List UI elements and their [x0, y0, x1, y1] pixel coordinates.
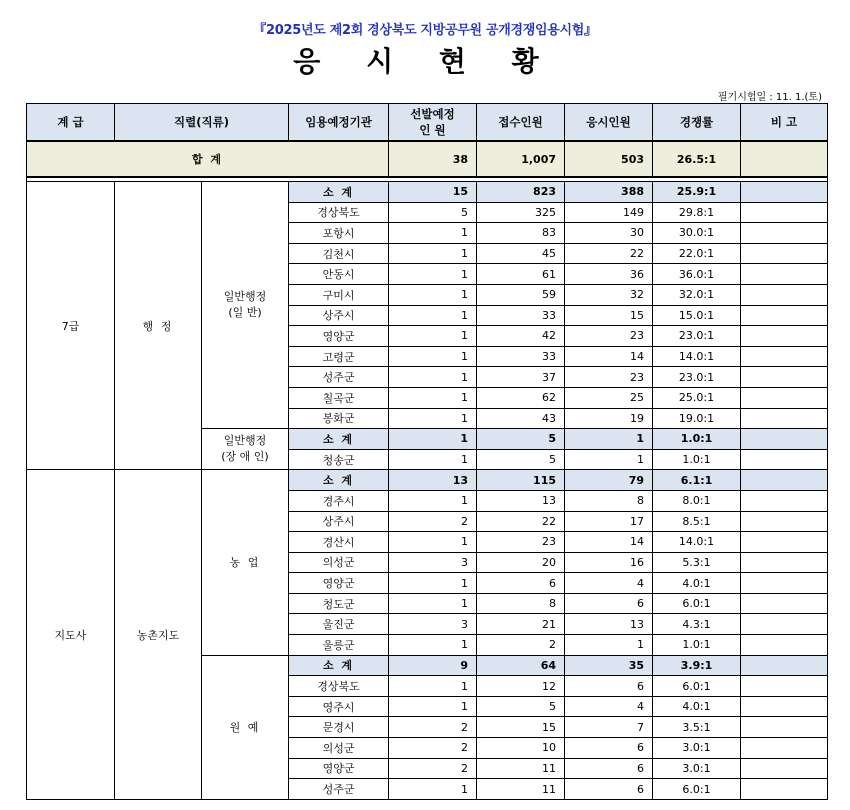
cell-agency: 영양군 [289, 758, 389, 779]
cell-applicants: 11 [477, 779, 565, 800]
cell-takers: 149 [565, 202, 653, 223]
cell-quota: 1 [389, 593, 477, 614]
cell-ratio: 23.0:1 [653, 367, 741, 388]
cell-remarks [741, 779, 828, 800]
cell-quota: 1 [389, 779, 477, 800]
cell-ratio: 5.3:1 [653, 552, 741, 573]
col-takers: 응시인원 [565, 104, 653, 142]
cell-applicants: 13 [477, 490, 565, 511]
cell-remarks [741, 284, 828, 305]
cell-ratio: 32.0:1 [653, 284, 741, 305]
cell-applicants: 45 [477, 243, 565, 264]
cell-remarks [741, 614, 828, 635]
cell-applicants: 62 [477, 387, 565, 408]
cell-quota: 1 [389, 264, 477, 285]
cell-ratio: 14.0:1 [653, 532, 741, 553]
cell-applicants: 325 [477, 202, 565, 223]
cell-agency: 성주군 [289, 367, 389, 388]
cell-applicants: 2 [477, 635, 565, 656]
cell-applicants: 23 [477, 532, 565, 553]
cell-agency: 영주시 [289, 696, 389, 717]
col-quota [389, 104, 477, 142]
cell-ratio: 1.0:1 [653, 429, 741, 450]
cell-ratio: 29.8:1 [653, 202, 741, 223]
cell-quota: 1 [389, 676, 477, 697]
cell-quota: 1 [389, 367, 477, 388]
cell-ratio: 3.0:1 [653, 758, 741, 779]
cell-takers: 32 [565, 284, 653, 305]
cell-agency: 소 계 [289, 182, 389, 203]
cell-applicants: 10 [477, 738, 565, 759]
cell-quota: 1 [389, 387, 477, 408]
cell-takers: 23 [565, 367, 653, 388]
cell-ratio: 4.0:1 [653, 573, 741, 594]
subgroup-disabled [202, 429, 289, 470]
col-grade: 계 급 [27, 104, 115, 142]
cell-remarks [741, 676, 828, 697]
cell-takers: 17 [565, 511, 653, 532]
cell-remarks [741, 573, 828, 594]
total-remarks [741, 141, 828, 177]
cell-remarks [741, 655, 828, 676]
cell-applicants: 43 [477, 408, 565, 429]
cell-applicants: 64 [477, 655, 565, 676]
col-quota-line2: 인 원 [419, 123, 446, 137]
cell-applicants: 823 [477, 182, 565, 203]
total-row [27, 141, 828, 177]
cell-agency: 경상북도 [289, 676, 389, 697]
cell-quota: 3 [389, 614, 477, 635]
cell-remarks [741, 470, 828, 491]
cell-remarks [741, 490, 828, 511]
col-ratio: 경쟁률 [653, 104, 741, 142]
col-agency: 임용예정기관 [289, 104, 389, 142]
cell-agency: 울진군 [289, 614, 389, 635]
cell-takers: 14 [565, 346, 653, 367]
total-ratio: 26.5:1 [653, 141, 741, 177]
cell-ratio: 36.0:1 [653, 264, 741, 285]
cell-agency: 소 계 [289, 470, 389, 491]
cell-quota: 2 [389, 717, 477, 738]
col-remarks: 비 고 [741, 104, 828, 142]
col-applicants: 접수인원 [477, 104, 565, 142]
cell-remarks [741, 243, 828, 264]
cell-quota: 1 [389, 696, 477, 717]
cell-takers: 23 [565, 326, 653, 347]
cell-takers: 6 [565, 779, 653, 800]
cell-remarks [741, 717, 828, 738]
cell-quota: 13 [389, 470, 477, 491]
cell-quota: 2 [389, 738, 477, 759]
cell-quota: 1 [389, 449, 477, 470]
cell-applicants: 15 [477, 717, 565, 738]
cell-applicants: 22 [477, 511, 565, 532]
cell-takers: 1 [565, 429, 653, 450]
cell-agency: 포항시 [289, 223, 389, 244]
cell-takers: 1 [565, 449, 653, 470]
cell-agency: 김천시 [289, 243, 389, 264]
cell-remarks [741, 408, 828, 429]
cell-applicants: 37 [477, 367, 565, 388]
cell-quota: 15 [389, 182, 477, 203]
cell-quota: 1 [389, 326, 477, 347]
cell-agency: 영양군 [289, 326, 389, 347]
cell-remarks [741, 264, 828, 285]
cell-takers: 36 [565, 264, 653, 285]
subgroup-general-line2: (일 반) [228, 306, 262, 320]
cell-quota: 1 [389, 305, 477, 326]
cell-takers: 8 [565, 490, 653, 511]
total-takers: 503 [565, 141, 653, 177]
cell-remarks [741, 738, 828, 759]
cell-takers: 388 [565, 182, 653, 203]
cell-quota: 1 [389, 346, 477, 367]
cell-quota: 5 [389, 202, 477, 223]
cell-remarks [741, 202, 828, 223]
cell-remarks [741, 593, 828, 614]
cell-applicants: 5 [477, 429, 565, 450]
cell-agency: 청송군 [289, 449, 389, 470]
table-body [27, 141, 828, 799]
cell-applicants: 61 [477, 264, 565, 285]
cell-remarks [741, 696, 828, 717]
cell-applicants: 11 [477, 758, 565, 779]
cell-ratio: 15.0:1 [653, 305, 741, 326]
cell-quota: 9 [389, 655, 477, 676]
cell-quota: 1 [389, 635, 477, 656]
cell-ratio: 22.0:1 [653, 243, 741, 264]
subgroup-agri: 농 업 [202, 470, 289, 655]
cell-quota: 1 [389, 223, 477, 244]
cell-agency: 소 계 [289, 429, 389, 450]
cell-takers: 19 [565, 408, 653, 429]
cell-quota: 1 [389, 243, 477, 264]
cell-remarks [741, 387, 828, 408]
cell-takers: 1 [565, 635, 653, 656]
subgroup-general-line1: 일반행정 [223, 290, 267, 304]
cell-applicants: 8 [477, 593, 565, 614]
header-row [27, 104, 828, 142]
cell-ratio: 6.1:1 [653, 470, 741, 491]
cell-agency: 경산시 [289, 532, 389, 553]
cell-agency: 의성군 [289, 552, 389, 573]
cell-takers: 7 [565, 717, 653, 738]
cell-quota: 1 [389, 284, 477, 305]
cell-applicants: 33 [477, 346, 565, 367]
col-job: 직렬(직류) [115, 104, 289, 142]
cell-takers: 13 [565, 614, 653, 635]
cell-takers: 6 [565, 676, 653, 697]
total-quota: 38 [389, 141, 477, 177]
cell-agency: 영양군 [289, 573, 389, 594]
exam-subtitle: 『2025년도 제2회 경상북도 지방공무원 공개경쟁임용시험』 [253, 23, 597, 38]
cell-agency: 소 계 [289, 655, 389, 676]
cell-ratio: 25.0:1 [653, 387, 741, 408]
col-quota-line1: 선발예정 [410, 107, 455, 121]
cell-quota: 1 [389, 490, 477, 511]
cell-agency: 상주시 [289, 305, 389, 326]
cell-remarks [741, 511, 828, 532]
cell-agency: 경주시 [289, 490, 389, 511]
cell-quota: 1 [389, 429, 477, 450]
cell-ratio: 23.0:1 [653, 326, 741, 347]
subgroup-disabled-line1: 일반행정 [223, 434, 267, 448]
cell-quota: 2 [389, 758, 477, 779]
cell-quota: 1 [389, 573, 477, 594]
cell-takers: 4 [565, 573, 653, 594]
cell-takers: 14 [565, 532, 653, 553]
cell-remarks [741, 532, 828, 553]
cell-takers: 79 [565, 470, 653, 491]
cell-ratio: 4.3:1 [653, 614, 741, 635]
applicant-status-table [26, 103, 828, 800]
cell-applicants: 115 [477, 470, 565, 491]
cell-ratio: 1.0:1 [653, 635, 741, 656]
cell-takers: 25 [565, 387, 653, 408]
cell-takers: 6 [565, 738, 653, 759]
cell-takers: 4 [565, 696, 653, 717]
cell-remarks [741, 449, 828, 470]
cell-ratio: 1.0:1 [653, 449, 741, 470]
exam-date: 필기시험일 : 11. 1.(토) [717, 92, 822, 103]
cell-takers: 15 [565, 305, 653, 326]
cell-remarks [741, 758, 828, 779]
subgroup-horti: 원 예 [202, 655, 289, 799]
cell-remarks [741, 182, 828, 203]
cell-agency: 봉화군 [289, 408, 389, 429]
cell-agency: 칠곡군 [289, 387, 389, 408]
cell-ratio: 3.9:1 [653, 655, 741, 676]
cell-quota: 2 [389, 511, 477, 532]
cell-applicants: 20 [477, 552, 565, 573]
cell-agency: 구미시 [289, 284, 389, 305]
cell-quota: 3 [389, 552, 477, 573]
cell-applicants: 5 [477, 696, 565, 717]
cell-ratio: 4.0:1 [653, 696, 741, 717]
cell-remarks [741, 429, 828, 450]
cell-takers: 16 [565, 552, 653, 573]
cell-remarks [741, 552, 828, 573]
cell-applicants: 33 [477, 305, 565, 326]
cell-applicants: 42 [477, 326, 565, 347]
cell-takers: 35 [565, 655, 653, 676]
cell-applicants: 12 [477, 676, 565, 697]
cell-remarks [741, 346, 828, 367]
grade-cell-instructor: 지도사 [27, 470, 115, 800]
total-applicants: 1,007 [477, 141, 565, 177]
cell-applicants: 83 [477, 223, 565, 244]
cell-ratio: 30.0:1 [653, 223, 741, 244]
cell-remarks [741, 326, 828, 347]
cell-agency: 상주시 [289, 511, 389, 532]
cell-remarks [741, 223, 828, 244]
cell-remarks [741, 367, 828, 388]
subgroup-general [202, 182, 289, 429]
cell-remarks [741, 635, 828, 656]
cell-remarks [741, 305, 828, 326]
cell-takers: 6 [565, 758, 653, 779]
cell-quota: 1 [389, 532, 477, 553]
cell-agency: 성주군 [289, 779, 389, 800]
cell-agency: 경상북도 [289, 202, 389, 223]
cell-agency: 청도군 [289, 593, 389, 614]
grade-cell-7: 7급 [27, 182, 115, 470]
cell-takers: 22 [565, 243, 653, 264]
cell-agency: 문경시 [289, 717, 389, 738]
cell-applicants: 5 [477, 449, 565, 470]
cell-ratio: 6.0:1 [653, 676, 741, 697]
cell-applicants: 6 [477, 573, 565, 594]
cell-agency: 안동시 [289, 264, 389, 285]
cell-agency: 울릉군 [289, 635, 389, 656]
cell-quota: 1 [389, 408, 477, 429]
cell-ratio: 6.0:1 [653, 779, 741, 800]
series-cell-admin: 행 정 [115, 182, 202, 470]
series-cell-rural: 농촌지도 [115, 470, 202, 800]
cell-takers: 30 [565, 223, 653, 244]
subgroup-disabled-line2: (장 애 인) [221, 450, 269, 464]
cell-ratio: 14.0:1 [653, 346, 741, 367]
cell-agency: 고령군 [289, 346, 389, 367]
cell-takers: 6 [565, 593, 653, 614]
total-label: 합 계 [27, 141, 389, 177]
subtotal-row [27, 182, 828, 203]
cell-ratio: 3.0:1 [653, 738, 741, 759]
subtotal-row [27, 470, 828, 491]
cell-agency: 의성군 [289, 738, 389, 759]
cell-ratio: 3.5:1 [653, 717, 741, 738]
cell-ratio: 8.5:1 [653, 511, 741, 532]
cell-applicants: 21 [477, 614, 565, 635]
cell-ratio: 25.9:1 [653, 182, 741, 203]
cell-applicants: 59 [477, 284, 565, 305]
page-title: 응 시 현 황 [293, 45, 557, 78]
cell-ratio: 8.0:1 [653, 490, 741, 511]
cell-ratio: 6.0:1 [653, 593, 741, 614]
cell-ratio: 19.0:1 [653, 408, 741, 429]
